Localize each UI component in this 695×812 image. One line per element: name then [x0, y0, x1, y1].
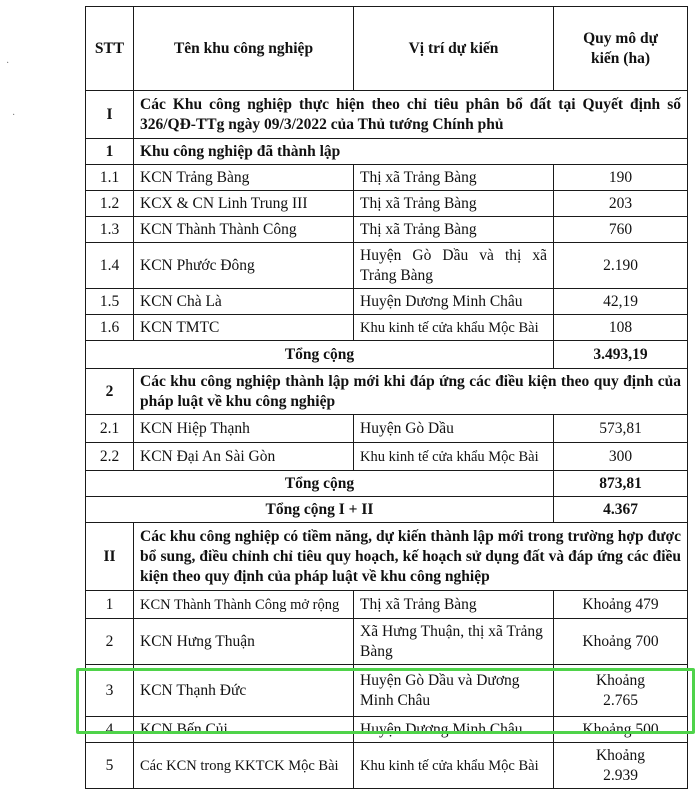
- row-stt: 1: [86, 591, 134, 619]
- row-location: Thị xã Trảng Bàng: [354, 191, 554, 217]
- row-scale: Khoảng 700: [554, 619, 688, 665]
- row-stt: 2.1: [86, 415, 134, 443]
- row-name: KCN Trảng Bàng: [134, 165, 354, 191]
- industrial-zones-table: [85, 6, 688, 789]
- row-stt: 5: [86, 743, 134, 789]
- header-stt: STT: [86, 7, 134, 91]
- row-location: Khu kinh tế cửa khẩu Mộc Bài: [354, 743, 554, 789]
- table-row: [86, 743, 688, 789]
- table-row: [86, 217, 688, 243]
- row-scale: 2.190: [554, 243, 688, 289]
- row-name: KCX & CN Linh Trung III: [134, 191, 354, 217]
- row-location: Thị xã Trảng Bàng: [354, 165, 554, 191]
- row-name: KCN Thành Thành Công: [134, 217, 354, 243]
- table-row: [86, 591, 688, 619]
- group-1-total-row: [86, 341, 688, 369]
- row-stt: 1.1: [86, 165, 134, 191]
- row-name: KCN Chà Là: [134, 289, 354, 315]
- group-2-total-label: Tổng cộng: [86, 471, 554, 497]
- grand-total-value: 4.367: [554, 497, 688, 523]
- group-2-total-value: 873,81: [554, 471, 688, 497]
- row-scale: Khoảng 479: [554, 591, 688, 619]
- table-row: [86, 665, 688, 717]
- row-stt: 1.2: [86, 191, 134, 217]
- group-2-total-row: [86, 471, 688, 497]
- section-I-stt: I: [86, 91, 134, 139]
- row-location: Khu kinh tế cửa khẩu Mộc Bài: [354, 443, 554, 471]
- row-name: KCN Bến Củi: [134, 717, 354, 743]
- section-II-title: Các khu công nghiệp có tiềm năng, dự kiến thành lập mới trong trường hợp được bổ sung, điều chỉnh chỉ tiêu quy hoạch, kế hoạch sử dụng đất và đáp ứng các điều kiện theo quy định của pháp luật về khu công nghiệp: [134, 523, 688, 591]
- row-scale: 190: [554, 165, 688, 191]
- row-scale: Khoảng 500: [554, 717, 688, 743]
- header-location: Vị trí dự kiến: [354, 7, 554, 91]
- row-location: Huyện Gò Dầu và thị xã Trảng Bàng: [354, 243, 554, 289]
- table-row: [86, 619, 688, 665]
- group-1-title: Khu công nghiệp đã thành lập: [134, 139, 688, 165]
- margin-mark: ·: [6, 58, 10, 69]
- row-stt: 2.2: [86, 443, 134, 471]
- group-2-row: [86, 369, 688, 415]
- row-stt: 2: [86, 619, 134, 665]
- section-I-title: Các Khu công nghiệp thực hiện theo chỉ tiêu phân bổ đất tại Quyết định số 326/QĐ-TTg ngày 09/3/2022 của Thủ tướng Chính phủ: [134, 91, 688, 139]
- section-I-row: [86, 91, 688, 139]
- row-scale: 203: [554, 191, 688, 217]
- group-2-title: Các khu công nghiệp thành lập mới khi đáp ứng các điều kiện theo quy định của pháp luật về khu công nghiệp: [134, 369, 688, 415]
- table-row: [86, 191, 688, 217]
- table-row: [86, 315, 688, 341]
- group-1-stt: 1: [86, 139, 134, 165]
- row-name: Các KCN trong KKTCK Mộc Bài: [134, 743, 354, 789]
- row-location: Thị xã Trảng Bàng: [354, 217, 554, 243]
- row-name: KCN Thạnh Đức: [134, 665, 354, 717]
- row-name: KCN Hưng Thuận: [134, 619, 354, 665]
- grand-total-row: [86, 497, 688, 523]
- table-row: [86, 243, 688, 289]
- row-name: KCN Phước Đông: [134, 243, 354, 289]
- row-name: KCN Hiệp Thạnh: [134, 415, 354, 443]
- section-II-stt: II: [86, 523, 134, 591]
- table-row: [86, 717, 688, 743]
- group-2-stt: 2: [86, 369, 134, 415]
- row-location: Huyện Dương Minh Châu: [354, 717, 554, 743]
- header-row: [86, 7, 688, 91]
- row-name: KCN Thành Thành Công mở rộng: [134, 591, 354, 619]
- table-row: [86, 165, 688, 191]
- row-location: Huyện Gò Dầu: [354, 415, 554, 443]
- row-stt: 3: [86, 665, 134, 717]
- group-1-row: [86, 139, 688, 165]
- row-scale: Khoảng 2.765: [554, 665, 688, 717]
- group-1-total-label: Tổng cộng: [86, 341, 554, 369]
- row-stt: 1.3: [86, 217, 134, 243]
- table-row: [86, 415, 688, 443]
- row-location: Khu kinh tế cửa khẩu Mộc Bài: [354, 315, 554, 341]
- row-stt: 1.5: [86, 289, 134, 315]
- row-scale: 108: [554, 315, 688, 341]
- table-row: [86, 443, 688, 471]
- header-scale: [554, 7, 688, 91]
- row-stt: 4: [86, 717, 134, 743]
- row-location: Huyện Gò Dầu và Dương Minh Châu: [354, 665, 554, 717]
- header-scale-label: Quy mô dự kiến (ha): [583, 29, 658, 67]
- row-scale: 42,19: [554, 289, 688, 315]
- section-II-row: [86, 523, 688, 591]
- row-scale: 573,81: [554, 415, 688, 443]
- row-scale: 760: [554, 217, 688, 243]
- row-stt: 1.6: [86, 315, 134, 341]
- row-name: KCN TMTC: [134, 315, 354, 341]
- table-row: [86, 289, 688, 315]
- header-name: Tên khu công nghiệp: [134, 7, 354, 91]
- grand-total-label: Tổng cộng I + II: [86, 497, 554, 523]
- row-location: Thị xã Trảng Bàng: [354, 591, 554, 619]
- row-name: KCN Đại An Sài Gòn: [134, 443, 354, 471]
- row-location: Huyện Dương Minh Châu: [354, 289, 554, 315]
- group-1-total-value: 3.493,19: [554, 341, 688, 369]
- row-scale: Khoảng 2.939: [554, 743, 688, 789]
- row-location: Xã Hưng Thuận, thị xã Trảng Bàng: [354, 619, 554, 665]
- row-scale: 300: [554, 443, 688, 471]
- margin-mark: ·: [12, 110, 16, 121]
- row-stt: 1.4: [86, 243, 134, 289]
